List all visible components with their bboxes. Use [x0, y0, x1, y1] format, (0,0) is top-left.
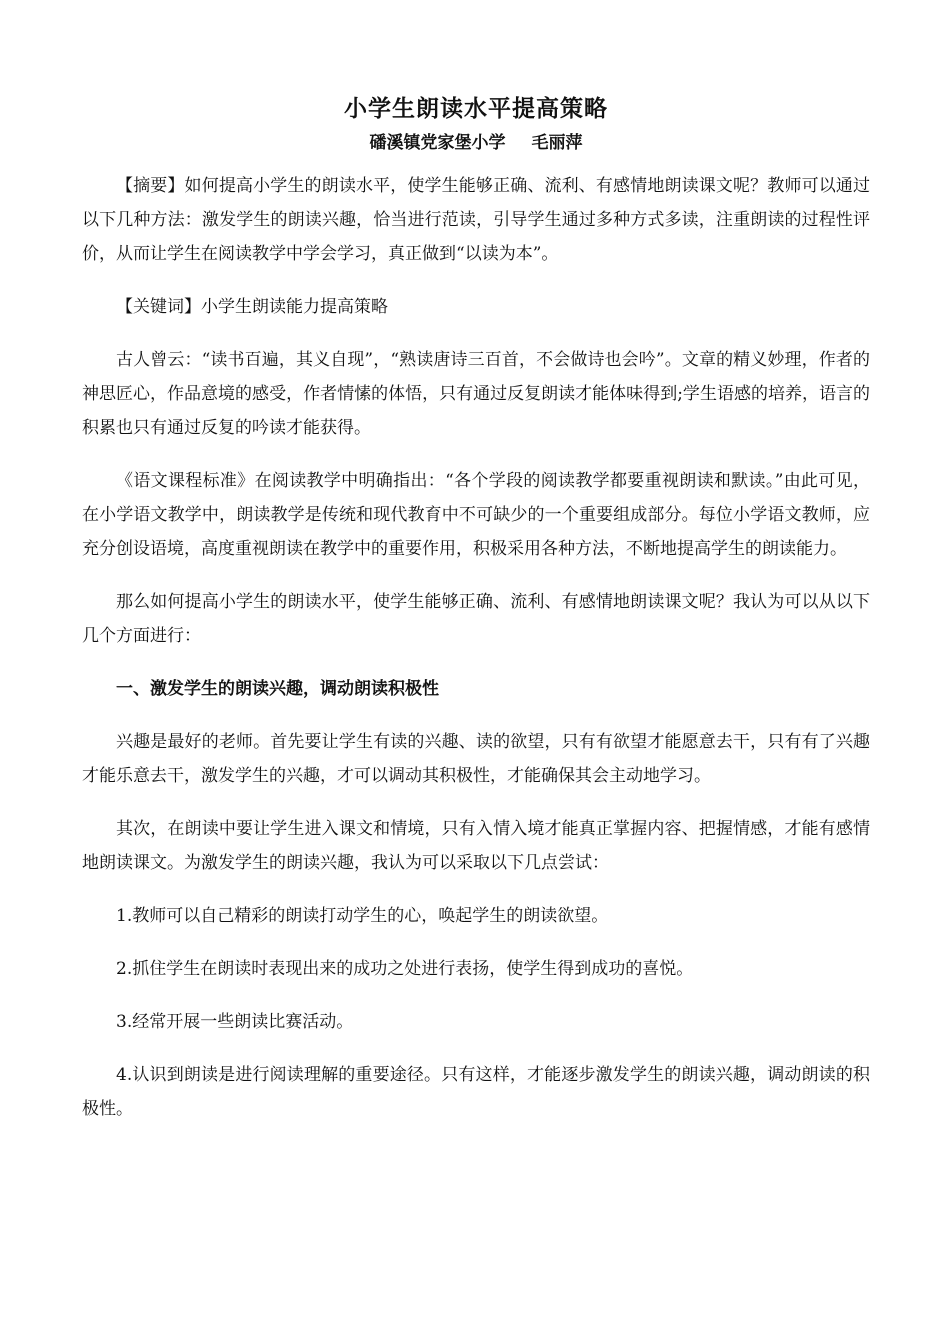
author-line — [82, 128, 870, 158]
body-paragraph: 那么如何提高小学生的朗读水平，使学生能够正确、流利、有感情地朗读课文呢？我认为可以从以下几个方面进行： — [82, 592, 870, 646]
section-heading: 一、激发学生的朗读兴趣，调动朗读积极性 — [116, 679, 439, 699]
document-title: 小学生朗读水平提高策略 — [344, 96, 608, 122]
keywords-paragraph: 【关键词】小学生朗读能力提高策略 — [116, 297, 388, 317]
abstract-paragraph: 【摘要】如何提高小学生的朗读水平，使学生能够正确、流利、有感情地朗读课文呢？教师可以通过以下几种方法：激发学生的朗读兴趣，恰当进行范读，引导学生通过多种方式多读，注重朗读的过程性评价，从而让学生在阅读教学中学会学习，真正做到“以读为本”。 — [82, 176, 870, 264]
list-item: 4.认识到朗读是进行阅读理解的重要途径。只有这样，才能逐步激发学生的朗读兴趣，调动朗读的积极性。 — [82, 1065, 870, 1119]
document-page — [82, 92, 870, 1126]
body-paragraph: 古人曾云：“读书百遍，其义自现”，“熟读唐诗三百首，不会做诗也会吟”。文章的精义妙理，作者的神思匠心，作品意境的感受，作者情愫的体悟，只有通过反复朗读才能体味得到;学生语感的培养，语言的积累也只有通过反复的吟读才能获得。 — [82, 350, 870, 438]
author-name: 毛丽萍 — [531, 133, 583, 153]
author-organization: 磻溪镇党家堡小学 — [369, 133, 506, 153]
list-item: 3.经常开展一些朗读比赛活动。 — [116, 1012, 354, 1032]
body-paragraph: 《语文课程标准》在阅读教学中明确指出：“各个学段的阅读教学都要重视朗读和默读。”由此可见，在小学语文教学中，朗读教学是传统和现代教育中不可缺少的一个重要组成部分。每位小学语文教师，应充分创设语境，高度重视朗读在教学中的重要作用，积极采用各种方法，不断地提高学生的朗读能力。 — [82, 471, 870, 559]
list-item: 1.教师可以自己精彩的朗读打动学生的心，唤起学生的朗读欲望。 — [116, 906, 609, 926]
list-item: 2.抓住学生在朗读时表现出来的成功之处进行表扬，使学生得到成功的喜悦。 — [116, 959, 694, 979]
body-paragraph: 兴趣是最好的老师。首先要让学生有读的兴趣、读的欲望，只有有欲望才能愿意去干，只有有了兴趣才能乐意去干，激发学生的兴趣，才可以调动其积极性，才能确保其会主动地学习。 — [82, 732, 870, 786]
body-paragraph: 其次，在朗读中要让学生进入课文和情境，只有入情入境才能真正掌握内容、把握情感，才能有感情地朗读课文。为激发学生的朗读兴趣，我认为可以采取以下几点尝试： — [82, 819, 870, 873]
